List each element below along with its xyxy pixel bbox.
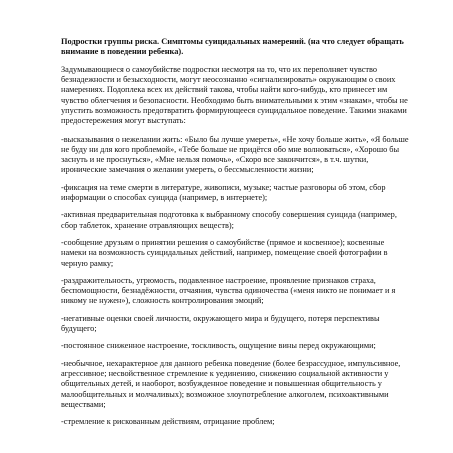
document-title: Подростки группы риска. Симптомы суицидальных намерений. (на что следует обращать внимание в поведении ребенка). bbox=[61, 37, 404, 57]
warning-sign-item-2: -фиксация на теме смерти в литературе, живописи, музыке; частые разговоры об этом, сбор информации о способах суицида (например, в интернете); bbox=[61, 182, 386, 203]
warning-sign-item-7: -постоянное сниженное настроение, тоскливость, ощущение вины перед окружающими; bbox=[61, 341, 376, 351]
warning-sign-item-1: -высказывания о нежелании жить: «Было бы лучше умереть», «Не хочу больше жить», «Я больше не буду ни для кого проблемой», «Тебе больше не придётся обо мне волноваться», «Хорошо бы заснуть и не проснуться», «Мне нельзя помочь», «Скоро все закончится», в т.ч. шутки, иронические замечания о желании умереть, о бессмысленности жизни; bbox=[61, 134, 409, 175]
document-page bbox=[61, 37, 411, 434]
warning-sign-item-9: -стремление к рискованным действиям, отрицание проблем; bbox=[61, 417, 275, 427]
warning-sign-item-6: -негативные оценки своей личности, окружающего мира и будущего, потеря перспективы будущего; bbox=[61, 313, 380, 334]
warning-sign-item-4: -сообщение друзьям о принятии решения о самоубийстве (прямое и косвенное); косвенные намеки на возможность суицидальных действий, например, помещение своей фотографии в черную рамку; bbox=[61, 237, 388, 268]
intro-paragraph: Задумывающиеся о самоубийстве подростки несмотря на то, что их переполняет чувство безнадежности и безысходности, могут неосознанно «сигнализировать» окружающим о своих намерениях. Подоплека всех их действий такова, чтобы найти кого-нибудь, кто принесет им чувство облегчения и безопасности. Необходимо быть внимательными к этим «знакам», чтобы не упустить возможность предотвратить формирующееся суицидальное поведение. Такими знаками предостережения могут выступать: bbox=[61, 64, 408, 126]
warning-sign-item-5: -раздражительность, угрюмость, подавленное настроение, проявление признаков страха, беспомощности, безнадёжности, отчаяния, чувства одиночества («меня никто не понимает и я никому не нужен»), сложность контролирования эмоций; bbox=[61, 275, 396, 306]
warning-sign-item-3: -активная предварительная подготовка к выбранному способу совершения суицида (например, сбор таблеток, хранение отравляющих веществ); bbox=[61, 210, 397, 230]
warning-sign-item-8: -необычное, нехарактерное для данного ребенка поведение (более безрассудное, импульсивное, агрессивное; несвойственное стремление к уединению, снижению социальной активности у общительных детей, и наоборот, возбужденное поведение и повышенная общительность у малообщительных и молчаливых); возможное злоупотребление алкоголем, психоактивными веществами; bbox=[61, 358, 401, 409]
